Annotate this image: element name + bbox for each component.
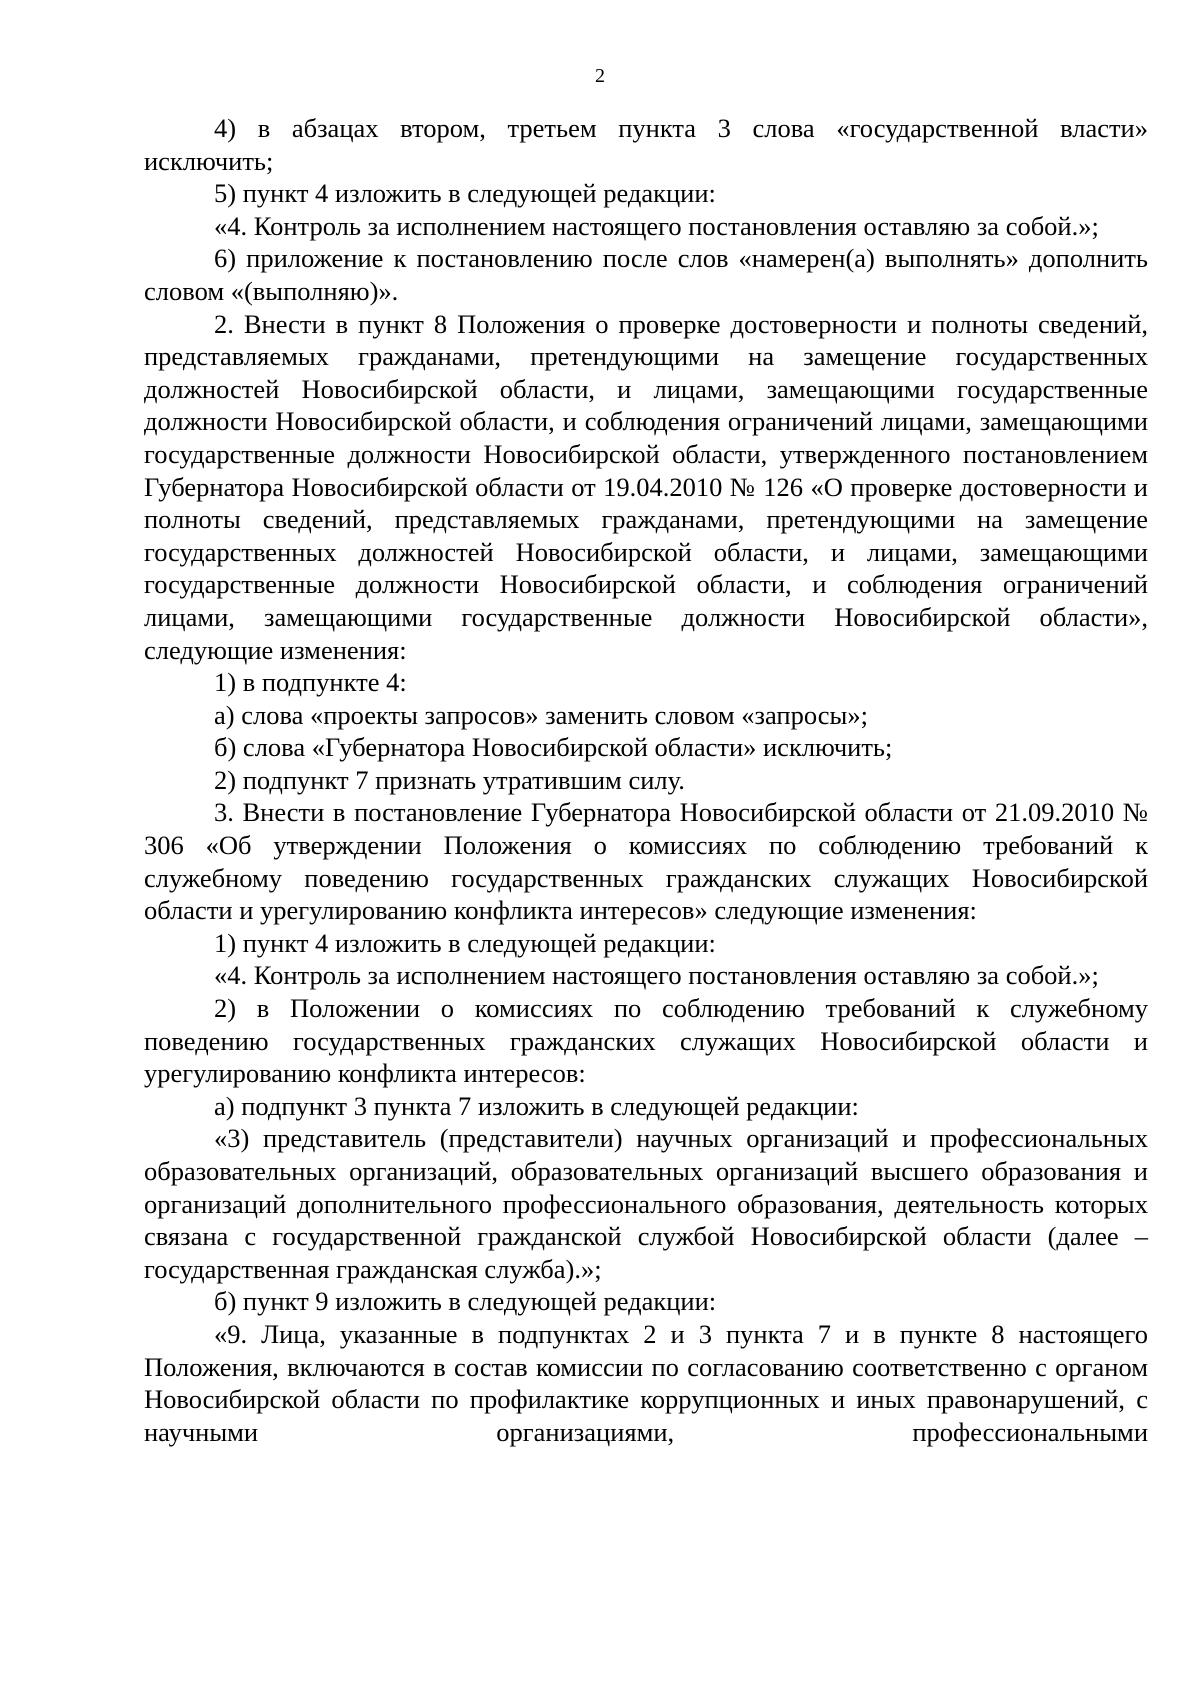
paragraph-section-3-point-1: 1) пункт 4 изложить в следующей редакции: [214, 927, 716, 958]
paragraph-item-b-point-9: б) пункт 9 изложить в следующей редакции: [214, 1286, 717, 1317]
paragraph-section-2: 2. Внести в пункт 8 Положения о проверке достоверности и полноты сведений, представляемых гражданами, претендующими на замещение государственных должностей Новосибирской области, и лицами, замещающими государственные должности Новосибирской области, и соблюдения ограничений лицами, замещающими государственные должности Новосибирской области, утвержденного постановлением Губернатора Новосибирской области от 19.04.2010 № 126 «О проверке достоверности и полноты сведений, представляемых гражданами, претендующими на замещение государственных должностей Новосибирской области, и лицами, замещающими государственные должности Новосибирской области, и соблюдения ограничений лицами, замещающими государственные должности Новосибирской области», следующие изменения: [144, 308, 1148, 665]
paragraph-representatives-clause: «3) представитель (представители) научных организаций и профессиональных образовательных организаций, образовательных организаций высшего образования и организаций дополнительного профессионального образования, деятельность которых связана с государственной гражданской службой Новосибирской области (далее – государственная гражданская служба).»; [144, 1123, 1148, 1284]
document-body [144, 112, 1148, 1448]
paragraph-amendment-5: 5) пункт 4 изложить в следующей редакции: [214, 178, 716, 209]
paragraph-item-a-subpoint-3: а) подпункт 3 пункта 7 изложить в следующей редакции: [214, 1090, 859, 1121]
paragraph-amendment-4: 4) в абзацах втором, третьем пункта 3 слова «государственной власти» исключить; [144, 113, 1148, 176]
paragraph-section-3-point-2: 2) в Положении о комиссиях по соблюдению требований к служебному поведению государственных гражданских служащих Новосибирской области и урегулированию конфликта интересов: [144, 993, 1148, 1089]
paragraph-point-9-text: «9. Лица, указанные в подпунктах 2 и 3 пункта 7 и в пункте 8 настоящего Положения, включаются в состав комиссии по согласованию соответственно с органом Новосибирской области по профилактике коррупционных и иных правонарушений, с научными организациями, профессиональными [144, 1318, 1148, 1447]
paragraph-subpoint-4: 1) в подпункте 4: [214, 667, 407, 698]
paragraph-control-clause: «4. Контроль за исполнением настоящего постановления оставляю за собой.»; [214, 210, 1099, 241]
paragraph-item-b: б) слова «Губернатора Новосибирской области» исключить; [214, 732, 893, 763]
paragraph-section-3-control-clause: «4. Контроль за исполнением настоящего постановления оставляю за собой.»; [214, 960, 1099, 991]
page-number: 2 [595, 65, 605, 87]
paragraph-section-3: 3. Внести в постановление Губернатора Новосибирской области от 21.09.2010 № 306 «Об утверждении Положения о комиссиях по соблюдению требований к служебному поведению государственных гражданских служащих Новосибирской области и урегулированию конфликта интересов» следующие изменения: [144, 797, 1148, 926]
paragraph-item-a: а) слова «проекты запросов» заменить словом «запросы»; [214, 699, 868, 730]
paragraph-amendment-6: 6) приложение к постановлению после слов «намерен(а) выполнять» дополнить словом «(выполняю)». [144, 243, 1148, 306]
paragraph-subpoint-7: 2) подпункт 7 признать утратившим силу. [214, 764, 685, 795]
